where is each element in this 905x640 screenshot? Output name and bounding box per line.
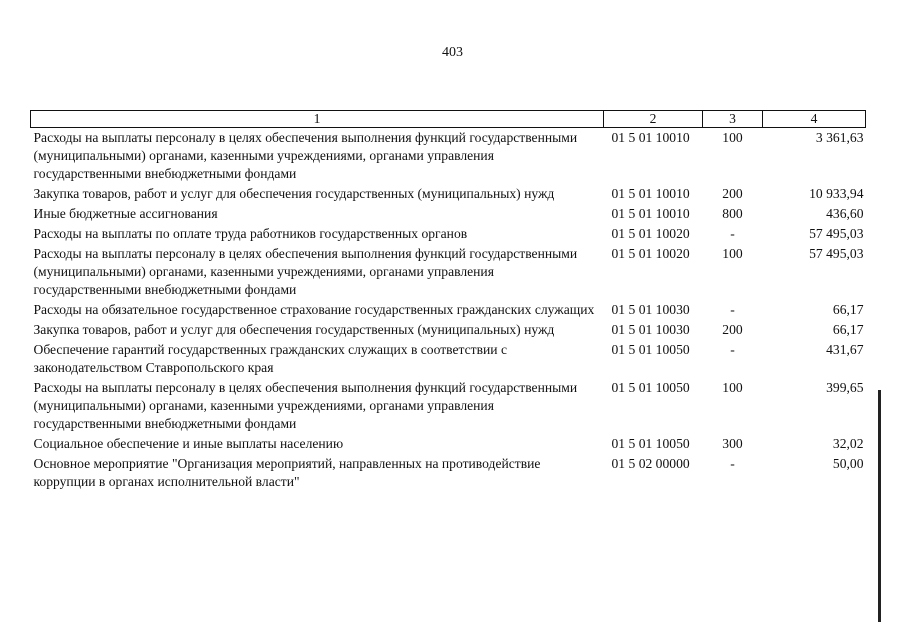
row-code: 01 5 01 10010 — [611, 206, 690, 221]
page-number: 403 — [442, 45, 463, 60]
header-col-4: 4 — [763, 111, 866, 128]
row-type: 200 — [722, 186, 743, 201]
row-type: 100 — [722, 130, 743, 145]
row-name: Расходы на выплаты по оплате труда работников государственных органов — [33, 226, 468, 241]
row-name: Основное мероприятие "Организация мероприятий, направленных на противодействие коррупции в органах исполнительной власти" — [33, 456, 541, 489]
row-sum: 66,17 — [832, 322, 864, 337]
table-row — [31, 184, 866, 204]
row-type: 100 — [722, 246, 743, 261]
scan-margin-line — [878, 390, 881, 622]
row-sum: 66,17 — [832, 302, 864, 317]
table-row — [31, 340, 866, 378]
row-name: Закупка товаров, работ и услуг для обеспечения государственных (муниципальных) нужд — [33, 186, 555, 201]
budget-table — [30, 110, 866, 492]
row-type: 800 — [722, 206, 743, 221]
row-type: - — [730, 226, 735, 241]
table-row — [31, 320, 866, 340]
row-code: 01 5 01 10030 — [611, 322, 690, 337]
table-row — [31, 378, 866, 434]
row-name: Расходы на выплаты персоналу в целях обеспечения выполнения функций государственными (муниципальными) органами, казенными учреждениями, органами управления государственными внебюджетными фондами — [33, 246, 578, 297]
row-type: - — [730, 302, 735, 317]
row-sum: 436,60 — [826, 206, 864, 221]
row-type: - — [730, 342, 735, 357]
header-col-2: 2 — [604, 111, 703, 128]
header-col-1: 1 — [31, 111, 604, 128]
row-sum: 32,02 — [832, 436, 864, 451]
table-row — [31, 204, 866, 224]
row-type: 200 — [722, 322, 743, 337]
row-code: 01 5 01 10050 — [611, 436, 690, 451]
row-code: 01 5 01 10050 — [611, 380, 690, 395]
row-sum: 57 495,03 — [809, 246, 864, 261]
header-col-3: 3 — [703, 111, 763, 128]
row-name: Расходы на обязательное государственное страхование государственных гражданских служащих — [33, 302, 595, 317]
row-type: - — [730, 456, 735, 471]
table-row — [31, 224, 866, 244]
row-name: Расходы на выплаты персоналу в целях обеспечения выполнения функций государственными (муниципальными) органами, казенными учреждениями, органами управления государственными внебюджетными фондами — [33, 380, 578, 431]
row-sum: 3 361,63 — [815, 130, 864, 145]
row-name: Иные бюджетные ассигнования — [33, 206, 218, 221]
row-name: Закупка товаров, работ и услуг для обеспечения государственных (муниципальных) нужд — [33, 322, 555, 337]
row-name: Расходы на выплаты персоналу в целях обеспечения выполнения функций государственными (муниципальными) органами, казенными учреждениями, органами управления государственными внебюджетными фондами — [33, 130, 578, 181]
row-code: 01 5 02 00000 — [611, 456, 690, 471]
row-code: 01 5 01 10030 — [611, 302, 690, 317]
row-sum: 57 495,03 — [809, 226, 864, 241]
row-code: 01 5 01 10010 — [611, 130, 690, 145]
table-row — [31, 454, 866, 492]
row-code: 01 5 01 10020 — [611, 226, 690, 241]
row-code: 01 5 01 10020 — [611, 246, 690, 261]
row-sum: 50,00 — [832, 456, 864, 471]
table-header-row — [31, 111, 866, 128]
table-row — [31, 244, 866, 300]
row-type: 300 — [722, 436, 743, 451]
row-code: 01 5 01 10010 — [611, 186, 690, 201]
row-code: 01 5 01 10050 — [611, 342, 690, 357]
row-sum: 431,67 — [826, 342, 864, 357]
table-row — [31, 128, 866, 185]
row-name: Обеспечение гарантий государственных гражданских служащих в соответствии с законодательством Ставропольского края — [33, 342, 508, 375]
row-sum: 399,65 — [826, 380, 864, 395]
row-sum: 10 933,94 — [809, 186, 864, 201]
table-row — [31, 300, 866, 320]
row-type: 100 — [722, 380, 743, 395]
row-name: Социальное обеспечение и иные выплаты населению — [33, 436, 344, 451]
table-row — [31, 434, 866, 454]
